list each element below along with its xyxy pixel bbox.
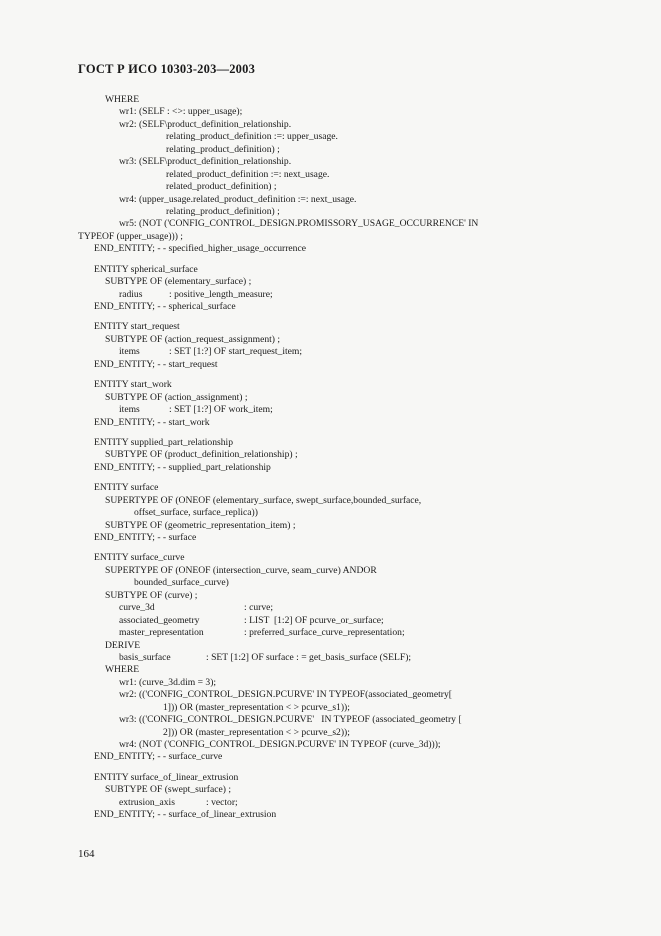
code-line (0, 106, 661, 118)
document-header: ГОСТ Р ИСО 10303-203—2003 (78, 62, 256, 76)
code-type: : LIST [1:2] OF pcurve_or_surface; (244, 614, 384, 626)
code-line (0, 417, 661, 429)
code-line (0, 590, 661, 602)
code-line (0, 507, 661, 519)
code-text: ENTITY supplied_part_relationship (94, 436, 233, 448)
code-line (0, 664, 661, 676)
code-line (0, 495, 661, 507)
code-line (0, 739, 661, 751)
code-type: : SET [1:?] OF start_request_item; (169, 346, 303, 358)
code-line (0, 449, 661, 461)
code-text: wr1: (SELF : <>: upper_usage); (119, 106, 243, 118)
code-line (0, 462, 661, 474)
code-text: relating_product_definition) ; (166, 205, 280, 217)
code-line (0, 359, 661, 371)
code-line (0, 751, 661, 763)
code-text: wr2: (('CONFIG_CONTROL_DESIGN.PCURVE' IN TYPEOF(associated_geometry[ (119, 689, 452, 701)
code-line (0, 194, 661, 206)
code-text: 1])) OR (master_representation < > pcurve_s1)); (163, 701, 350, 713)
code-text: SUBTYPE OF (action_request_assignment) ; (105, 333, 281, 345)
code-text: WHERE (105, 664, 140, 676)
code-line (0, 565, 661, 577)
code-text: related_product_definition) ; (166, 181, 277, 193)
code-line (0, 714, 661, 726)
code-text: wr4: (NOT ('CONFIG_CONTROL_DESIGN.PCURVE' IN TYPEOF (curve_3d))); (119, 739, 441, 750)
code-line (0, 577, 661, 589)
code-type: : SET [1:?] OF work_item; (169, 404, 273, 416)
code-line (0, 321, 661, 333)
code-line (0, 532, 661, 544)
code-text: wr1: (curve_3d.dim = 3); (119, 676, 217, 688)
code-text: items (119, 404, 140, 416)
code-text: END_ENTITY; - - spherical_surface (94, 301, 236, 312)
code-line (0, 243, 661, 255)
code-text: ENTITY surface (94, 482, 159, 494)
code-text: TYPEOF (upper_usage))) ; (78, 230, 183, 242)
code-text: wr2: (SELF\product_definition_relationship. (119, 118, 292, 130)
code-line (0, 437, 661, 449)
blank-line (0, 313, 661, 321)
code-line (0, 652, 661, 664)
code-text: ENTITY surface_curve (94, 552, 185, 564)
code-text: wr3: (('CONFIG_CONTROL_DESIGN.PCURVE' IN TYPEOF (associated_geometry [ (119, 714, 462, 726)
code-line (0, 334, 661, 346)
code-text: SUBTYPE OF (geometric_representation_item) ; (105, 519, 296, 531)
code-line (0, 797, 661, 809)
code-line (0, 218, 661, 230)
code-line (0, 169, 661, 181)
code-text: associated_geometry (119, 614, 200, 626)
code-line (0, 156, 661, 168)
code-type: : positive_length_measure; (169, 288, 273, 300)
code-line (0, 206, 661, 218)
code-line (0, 144, 661, 156)
code-line (0, 520, 661, 532)
code-line (0, 727, 661, 739)
blank-line (0, 764, 661, 772)
code-line (0, 689, 661, 701)
code-text: SUPERTYPE OF (ONEOF (elementary_surface, swept_surface,bounded_surface, (105, 494, 422, 506)
code-line (0, 702, 661, 714)
code-line (0, 131, 661, 143)
code-line (0, 552, 661, 564)
code-text: wr4: (upper_usage.related_product_definition :=: next_usage. (119, 193, 357, 205)
code-type: : SET [1:2] OF surface : = get_basis_surface (SELF); (206, 651, 412, 663)
code-line (0, 640, 661, 652)
blank-line (0, 256, 661, 264)
code-text: related_product_definition :=: next_usage. (166, 168, 330, 180)
code-text: master_representation (119, 627, 204, 639)
code-text: curve_3d (119, 602, 155, 614)
code-text: DERIVE (105, 639, 141, 651)
code-line (0, 181, 661, 193)
code-line (0, 404, 661, 416)
code-text: ENTITY spherical_surface (94, 263, 198, 275)
code-text: END_ENTITY; - - surface (94, 532, 197, 543)
express-code-listing (0, 94, 661, 822)
code-line (0, 392, 661, 404)
code-text: WHERE (105, 94, 140, 105)
code-text: bounded_surface_curve) (134, 577, 229, 589)
code-text: SUBTYPE OF (swept_surface) ; (105, 784, 232, 796)
blank-line (0, 429, 661, 437)
code-text: SUBTYPE OF (elementary_surface) ; (105, 276, 252, 288)
code-text: END_ENTITY; - - surface_of_linear_extrusion (94, 809, 277, 821)
code-type: : curve; (244, 602, 274, 614)
code-line (0, 615, 661, 627)
code-text: relating_product_definition :=: upper_usage. (166, 131, 338, 143)
code-text: END_ENTITY; - - surface_curve (94, 751, 223, 763)
code-text: wr5: (NOT ('CONFIG_CONTROL_DESIGN.PROMISSORY_USAGE_OCCURRENCE' IN (119, 218, 479, 230)
code-text: 2])) OR (master_representation < > pcurve_s2)); (163, 726, 350, 738)
code-text: basis_surface (119, 651, 171, 663)
code-text: END_ENTITY; - - start_request (94, 358, 218, 370)
code-text: offset_surface, surface_replica)) (134, 507, 258, 519)
code-text: ENTITY start_request (94, 321, 180, 333)
code-text: SUPERTYPE OF (ONEOF (intersection_curve, seam_curve) ANDOR (105, 564, 377, 576)
code-text: SUBTYPE OF (action_assignment) ; (105, 391, 248, 403)
code-line (0, 289, 661, 301)
code-type: : preferred_surface_curve_representation; (244, 627, 405, 639)
blank-line (0, 371, 661, 379)
code-line (0, 94, 661, 106)
code-line (0, 627, 661, 639)
code-text: END_ENTITY; - - start_work (94, 416, 210, 428)
code-text: relating_product_definition) ; (166, 143, 280, 155)
code-line (0, 346, 661, 358)
code-line (0, 482, 661, 494)
code-line (0, 119, 661, 131)
code-line (0, 602, 661, 614)
page-number: 164 (78, 848, 95, 860)
code-line (0, 784, 661, 796)
code-line (0, 379, 661, 391)
code-text: ENTITY start_work (94, 379, 172, 391)
code-line (0, 301, 661, 313)
code-line (0, 276, 661, 288)
code-line (0, 231, 661, 243)
code-text: END_ENTITY; - - supplied_part_relationship (94, 461, 271, 473)
code-text: END_ENTITY; - - specified_higher_usage_occurrence (94, 243, 306, 255)
blank-line (0, 474, 661, 482)
code-text: wr3: (SELF\product_definition_relationship. (119, 156, 292, 168)
code-line (0, 264, 661, 276)
code-line (0, 772, 661, 784)
code-text: SUBTYPE OF (product_definition_relationship) ; (105, 449, 298, 461)
blank-line (0, 544, 661, 552)
code-text: ENTITY surface_of_linear_extrusion (94, 771, 239, 783)
code-line (0, 677, 661, 689)
code-text: items (119, 346, 140, 358)
code-line (0, 809, 661, 821)
code-text: radius (119, 288, 143, 300)
code-text: SUBTYPE OF (curve) ; (105, 589, 198, 601)
code-type: : vector; (206, 796, 238, 808)
code-text: extrusion_axis (119, 796, 175, 808)
